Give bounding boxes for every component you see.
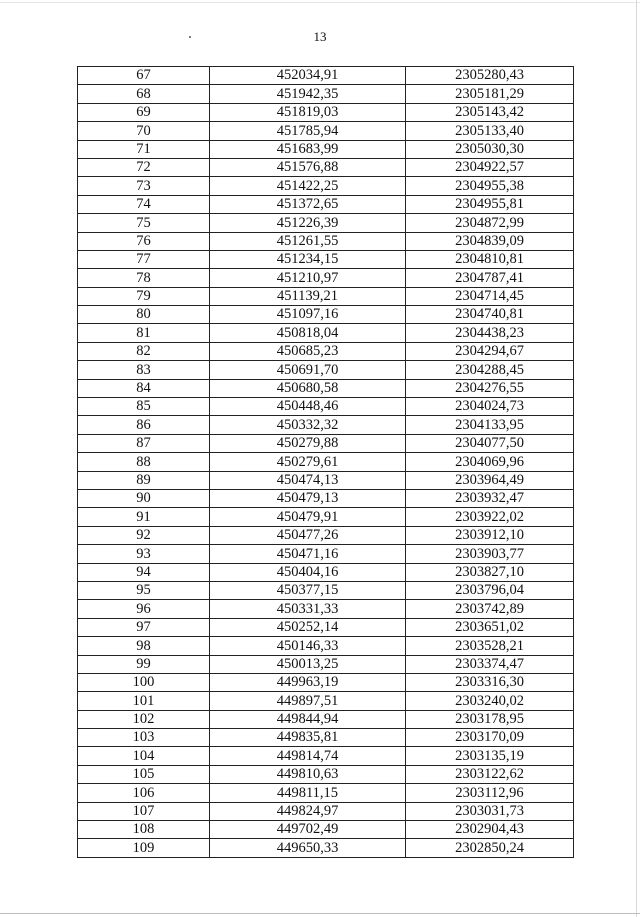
table-row xyxy=(78,342,574,360)
point-number-cell: 84 xyxy=(78,379,210,397)
point-number-cell: 82 xyxy=(78,342,210,360)
x-coordinate-cell: 449814,74 xyxy=(210,747,406,765)
x-coordinate-cell: 452034,91 xyxy=(210,67,406,85)
point-number-cell: 87 xyxy=(78,434,210,452)
x-coordinate-cell: 451210,97 xyxy=(210,269,406,287)
point-number-cell: 103 xyxy=(78,729,210,747)
point-number-cell: 102 xyxy=(78,710,210,728)
y-coordinate-cell: 2303316,30 xyxy=(406,673,574,691)
x-coordinate-cell: 450479,13 xyxy=(210,489,406,507)
table-row xyxy=(78,802,574,820)
y-coordinate-cell: 2305280,43 xyxy=(406,67,574,85)
x-coordinate-cell: 451683,99 xyxy=(210,140,406,158)
y-coordinate-cell: 2303122,62 xyxy=(406,765,574,783)
table-row xyxy=(78,765,574,783)
table-row xyxy=(78,581,574,599)
point-number-cell: 96 xyxy=(78,600,210,618)
point-number-cell: 71 xyxy=(78,140,210,158)
x-coordinate-cell: 450013,25 xyxy=(210,655,406,673)
point-number-cell: 95 xyxy=(78,581,210,599)
point-number-cell: 75 xyxy=(78,214,210,232)
point-number-cell: 93 xyxy=(78,545,210,563)
x-coordinate-cell: 450691,70 xyxy=(210,361,406,379)
table-row xyxy=(78,821,574,839)
point-number-cell: 97 xyxy=(78,618,210,636)
y-coordinate-cell: 2303112,96 xyxy=(406,784,574,802)
table-row xyxy=(78,655,574,673)
table-row xyxy=(78,416,574,434)
point-number-cell: 72 xyxy=(78,158,210,176)
y-coordinate-cell: 2304276,55 xyxy=(406,379,574,397)
table-row xyxy=(78,747,574,765)
point-number-cell: 78 xyxy=(78,269,210,287)
y-coordinate-cell: 2304024,73 xyxy=(406,398,574,416)
table-row xyxy=(78,471,574,489)
x-coordinate-cell: 450477,26 xyxy=(210,526,406,544)
table-row xyxy=(78,158,574,176)
y-coordinate-cell: 2303240,02 xyxy=(406,692,574,710)
y-coordinate-cell: 2303742,89 xyxy=(406,600,574,618)
point-number-cell: 73 xyxy=(78,177,210,195)
table-row xyxy=(78,563,574,581)
table-row xyxy=(78,453,574,471)
y-coordinate-cell: 2304294,67 xyxy=(406,342,574,360)
table-row xyxy=(78,839,574,857)
table-row xyxy=(78,434,574,452)
point-number-cell: 86 xyxy=(78,416,210,434)
x-coordinate-cell: 449844,94 xyxy=(210,710,406,728)
x-coordinate-cell: 450404,16 xyxy=(210,563,406,581)
y-coordinate-cell: 2302904,43 xyxy=(406,821,574,839)
point-number-cell: 100 xyxy=(78,673,210,691)
table-row xyxy=(78,545,574,563)
table-row xyxy=(78,508,574,526)
y-coordinate-cell: 2303932,47 xyxy=(406,489,574,507)
point-number-cell: 94 xyxy=(78,563,210,581)
y-coordinate-cell: 2303031,73 xyxy=(406,802,574,820)
y-coordinate-cell: 2303796,04 xyxy=(406,581,574,599)
y-coordinate-cell: 2304787,41 xyxy=(406,269,574,287)
page-number: 13 xyxy=(313,29,327,44)
y-coordinate-cell: 2303912,10 xyxy=(406,526,574,544)
y-coordinate-cell: 2303135,19 xyxy=(406,747,574,765)
point-number-cell: 106 xyxy=(78,784,210,802)
y-coordinate-cell: 2303964,49 xyxy=(406,471,574,489)
table-row xyxy=(78,214,574,232)
y-coordinate-cell: 2304922,57 xyxy=(406,158,574,176)
table-row xyxy=(78,269,574,287)
point-number-cell: 91 xyxy=(78,508,210,526)
x-coordinate-cell: 450146,33 xyxy=(210,637,406,655)
point-number-cell: 70 xyxy=(78,122,210,140)
x-coordinate-cell: 450377,15 xyxy=(210,581,406,599)
table-row xyxy=(78,85,574,103)
x-coordinate-cell: 451819,03 xyxy=(210,103,406,121)
x-coordinate-cell: 450279,88 xyxy=(210,434,406,452)
table-row xyxy=(78,122,574,140)
table-row xyxy=(78,379,574,397)
x-coordinate-cell: 451942,35 xyxy=(210,85,406,103)
y-coordinate-cell: 2303827,10 xyxy=(406,563,574,581)
point-number-cell: 74 xyxy=(78,195,210,213)
coordinates-table xyxy=(77,66,574,858)
y-coordinate-cell: 2304839,09 xyxy=(406,232,574,250)
point-number-cell: 69 xyxy=(78,103,210,121)
point-number-cell: 80 xyxy=(78,306,210,324)
x-coordinate-cell: 450332,32 xyxy=(210,416,406,434)
x-coordinate-cell: 450471,16 xyxy=(210,545,406,563)
x-coordinate-cell: 451785,94 xyxy=(210,122,406,140)
point-number-cell: 92 xyxy=(78,526,210,544)
point-number-cell: 77 xyxy=(78,250,210,268)
point-number-cell: 83 xyxy=(78,361,210,379)
x-coordinate-cell: 451226,39 xyxy=(210,214,406,232)
y-coordinate-cell: 2304955,81 xyxy=(406,195,574,213)
table-row xyxy=(78,324,574,342)
y-coordinate-cell: 2303374,47 xyxy=(406,655,574,673)
x-coordinate-cell: 449811,15 xyxy=(210,784,406,802)
y-coordinate-cell: 2304740,81 xyxy=(406,306,574,324)
scan-edge-bottom xyxy=(0,913,640,914)
point-number-cell: 79 xyxy=(78,287,210,305)
table-row xyxy=(78,729,574,747)
table-row xyxy=(78,489,574,507)
y-coordinate-cell: 2304955,38 xyxy=(406,177,574,195)
scan-edge-top xyxy=(0,2,640,3)
x-coordinate-cell: 449810,63 xyxy=(210,765,406,783)
y-coordinate-cell: 2304069,96 xyxy=(406,453,574,471)
table-row xyxy=(78,526,574,544)
x-coordinate-cell: 450448,46 xyxy=(210,398,406,416)
x-coordinate-cell: 449897,51 xyxy=(210,692,406,710)
y-coordinate-cell: 2302850,24 xyxy=(406,839,574,857)
point-number-cell: 68 xyxy=(78,85,210,103)
y-coordinate-cell: 2304288,45 xyxy=(406,361,574,379)
point-number-cell: 88 xyxy=(78,453,210,471)
point-number-cell: 109 xyxy=(78,839,210,857)
x-coordinate-cell: 451576,88 xyxy=(210,158,406,176)
y-coordinate-cell: 2305030,30 xyxy=(406,140,574,158)
y-coordinate-cell: 2303903,77 xyxy=(406,545,574,563)
point-number-cell: 98 xyxy=(78,637,210,655)
table-row xyxy=(78,600,574,618)
point-number-cell: 105 xyxy=(78,765,210,783)
point-number-cell: 81 xyxy=(78,324,210,342)
x-coordinate-cell: 449963,19 xyxy=(210,673,406,691)
point-number-cell: 107 xyxy=(78,802,210,820)
y-coordinate-cell: 2303170,09 xyxy=(406,729,574,747)
x-coordinate-cell: 450685,23 xyxy=(210,342,406,360)
y-coordinate-cell: 2304077,50 xyxy=(406,434,574,452)
x-coordinate-cell: 449650,33 xyxy=(210,839,406,857)
table-row xyxy=(78,67,574,85)
table-row xyxy=(78,195,574,213)
x-coordinate-cell: 450279,61 xyxy=(210,453,406,471)
x-coordinate-cell: 449824,97 xyxy=(210,802,406,820)
x-coordinate-cell: 451139,21 xyxy=(210,287,406,305)
table-row xyxy=(78,637,574,655)
y-coordinate-cell: 2304133,95 xyxy=(406,416,574,434)
y-coordinate-cell: 2305181,29 xyxy=(406,85,574,103)
y-coordinate-cell: 2303528,21 xyxy=(406,637,574,655)
table-row xyxy=(78,140,574,158)
x-coordinate-cell: 450474,13 xyxy=(210,471,406,489)
y-coordinate-cell: 2303178,95 xyxy=(406,710,574,728)
point-number-cell: 90 xyxy=(78,489,210,507)
table-row xyxy=(78,306,574,324)
table-row xyxy=(78,103,574,121)
table-row xyxy=(78,618,574,636)
y-coordinate-cell: 2304872,99 xyxy=(406,214,574,232)
y-coordinate-cell: 2303651,02 xyxy=(406,618,574,636)
table-row xyxy=(78,692,574,710)
point-number-cell: 108 xyxy=(78,821,210,839)
table-row xyxy=(78,250,574,268)
x-coordinate-cell: 449835,81 xyxy=(210,729,406,747)
point-number-cell: 85 xyxy=(78,398,210,416)
table-row xyxy=(78,177,574,195)
point-number-cell: 89 xyxy=(78,471,210,489)
x-coordinate-cell: 450252,14 xyxy=(210,618,406,636)
x-coordinate-cell: 450331,33 xyxy=(210,600,406,618)
x-coordinate-cell: 450680,58 xyxy=(210,379,406,397)
x-coordinate-cell: 451422,25 xyxy=(210,177,406,195)
table-row xyxy=(78,287,574,305)
x-coordinate-cell: 451372,65 xyxy=(210,195,406,213)
point-number-cell: 104 xyxy=(78,747,210,765)
scan-speck xyxy=(189,36,191,38)
point-number-cell: 99 xyxy=(78,655,210,673)
scan-edge-right xyxy=(636,0,637,917)
y-coordinate-cell: 2304714,45 xyxy=(406,287,574,305)
y-coordinate-cell: 2305133,40 xyxy=(406,122,574,140)
x-coordinate-cell: 450818,04 xyxy=(210,324,406,342)
table-row xyxy=(78,710,574,728)
x-coordinate-cell: 451234,15 xyxy=(210,250,406,268)
y-coordinate-cell: 2304438,23 xyxy=(406,324,574,342)
y-coordinate-cell: 2304810,81 xyxy=(406,250,574,268)
y-coordinate-cell: 2303922,02 xyxy=(406,508,574,526)
table-row xyxy=(78,361,574,379)
point-number-cell: 101 xyxy=(78,692,210,710)
x-coordinate-cell: 449702,49 xyxy=(210,821,406,839)
point-number-cell: 76 xyxy=(78,232,210,250)
table-row xyxy=(78,398,574,416)
x-coordinate-cell: 450479,91 xyxy=(210,508,406,526)
table-row xyxy=(78,673,574,691)
table-row xyxy=(78,784,574,802)
table-row xyxy=(78,232,574,250)
y-coordinate-cell: 2305143,42 xyxy=(406,103,574,121)
x-coordinate-cell: 451097,16 xyxy=(210,306,406,324)
x-coordinate-cell: 451261,55 xyxy=(210,232,406,250)
coordinates-table-body xyxy=(78,67,574,858)
point-number-cell: 67 xyxy=(78,67,210,85)
